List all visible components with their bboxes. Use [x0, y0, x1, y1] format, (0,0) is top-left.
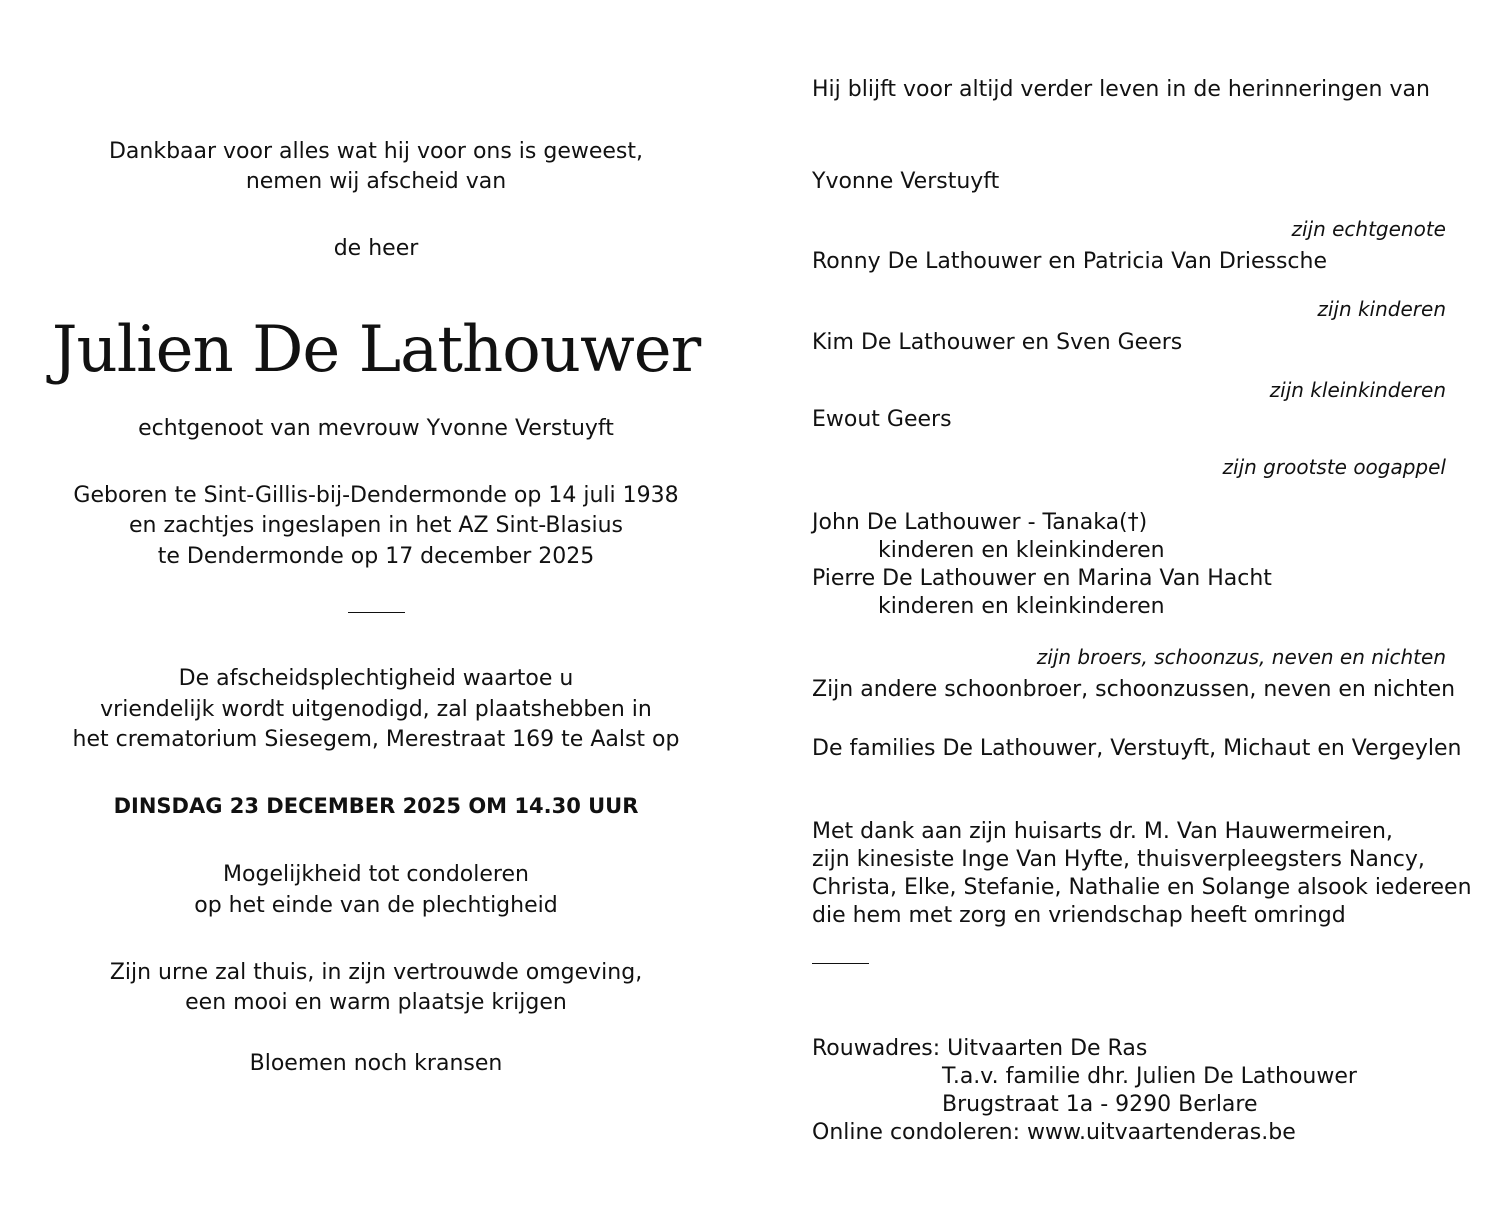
family-relation: zijn grootste oogappel [1222, 455, 1446, 479]
family-names: Yvonne Verstuyft [812, 169, 1000, 194]
online-condolence [812, 1119, 1296, 1147]
online-url[interactable]: www.uitvaartenderas.be [1026, 1120, 1296, 1145]
intro-line-2: nemen wij afscheid van [245, 169, 507, 194]
other-relatives: Zijn andere schoonbroer, schoonzussen, neven en nichten [812, 677, 1456, 702]
address-label: Rouwadres: [812, 1036, 941, 1061]
birth-line-2: en zachtjes ingeslapen in het AZ Sint-Blasius [128, 513, 624, 538]
family-names: Ronny De Lathouwer en Patricia Van Driessche [812, 249, 1327, 274]
sibling-descendants: kinderen en kleinkinderen [878, 538, 1165, 563]
families-line: De families De Lathouwer, Verstuyft, Michaut en Vergeylen [812, 736, 1462, 761]
spouse-line: echtgenoot van mevrouw Yvonne Verstuyft [138, 416, 614, 441]
divider-left [348, 612, 405, 613]
divider-right [812, 963, 869, 964]
address-street: Brugstraat 1a - 9290 Berlare [942, 1092, 1258, 1117]
ceremony-date: DINSDAG 23 DECEMBER 2025 OM 14.30 UUR [113, 794, 639, 818]
ceremony-line-1: De afscheidsplechtigheid waartoe u [178, 666, 574, 691]
condolence-line-2: op het einde van de plechtigheid [194, 893, 558, 918]
urn-line-2: een mooi en warm plaatsje krijgen [185, 990, 567, 1015]
intro-line-1: Dankbaar voor alles wat hij voor ons is geweest, [108, 139, 644, 164]
family-names: Ewout Geers [812, 407, 952, 432]
ceremony-line-2: vriendelijk wordt uitgenodigd, zal plaatshebben in [100, 697, 652, 722]
address-company: Uitvaarten De Ras [947, 1036, 1148, 1061]
thanks-line: die hem met zorg en vriendschap heeft omringd [812, 903, 1346, 928]
siblings-relation: zijn broers, schoonzus, neven en nichten [1036, 645, 1446, 669]
family-relation: zijn kinderen [1317, 297, 1446, 321]
birth-line-1: Geboren te Sint-Gillis-bij-Dendermonde op 14 juli 1938 [73, 483, 679, 508]
honorific: de heer [333, 236, 419, 261]
ceremony-line-3: het crematorium Siesegem, Merestraat 169 te Aalst op [72, 727, 680, 752]
address-attn: T.a.v. familie dhr. Julien De Lathouwer [942, 1064, 1357, 1089]
family-relation: zijn echtgenote [1291, 217, 1446, 241]
sibling-name: John De Lathouwer - Tanaka(†) [812, 510, 1148, 535]
family-names: Kim De Lathouwer en Sven Geers [812, 330, 1183, 355]
deceased-name: Julien De Lathouwer [51, 313, 701, 387]
online-label: Online condoleren: [812, 1120, 1020, 1145]
address-line [812, 1035, 1147, 1063]
thanks-line: Christa, Elke, Stefanie, Nathalie en Solange alsook iedereen [812, 875, 1472, 900]
birth-line-3: te Dendermonde op 17 december 2025 [157, 544, 595, 569]
sibling-name: Pierre De Lathouwer en Marina Van Hacht [812, 566, 1272, 591]
remembrance-heading: Hij blijft voor altijd verder leven in de herinneringen van [812, 77, 1430, 102]
family-relation: zijn kleinkinderen [1269, 378, 1446, 402]
flowers-note: Bloemen noch kransen [249, 1051, 503, 1076]
thanks-line: zijn kinesiste Inge Van Hyfte, thuisverpleegsters Nancy, [812, 847, 1425, 872]
urn-line-1: Zijn urne zal thuis, in zijn vertrouwde omgeving, [109, 960, 643, 985]
sibling-descendants: kinderen en kleinkinderen [878, 594, 1165, 619]
condolence-line-1: Mogelijkheid tot condoleren [223, 862, 529, 887]
thanks-line: Met dank aan zijn huisarts dr. M. Van Hauwermeiren, [812, 819, 1393, 844]
